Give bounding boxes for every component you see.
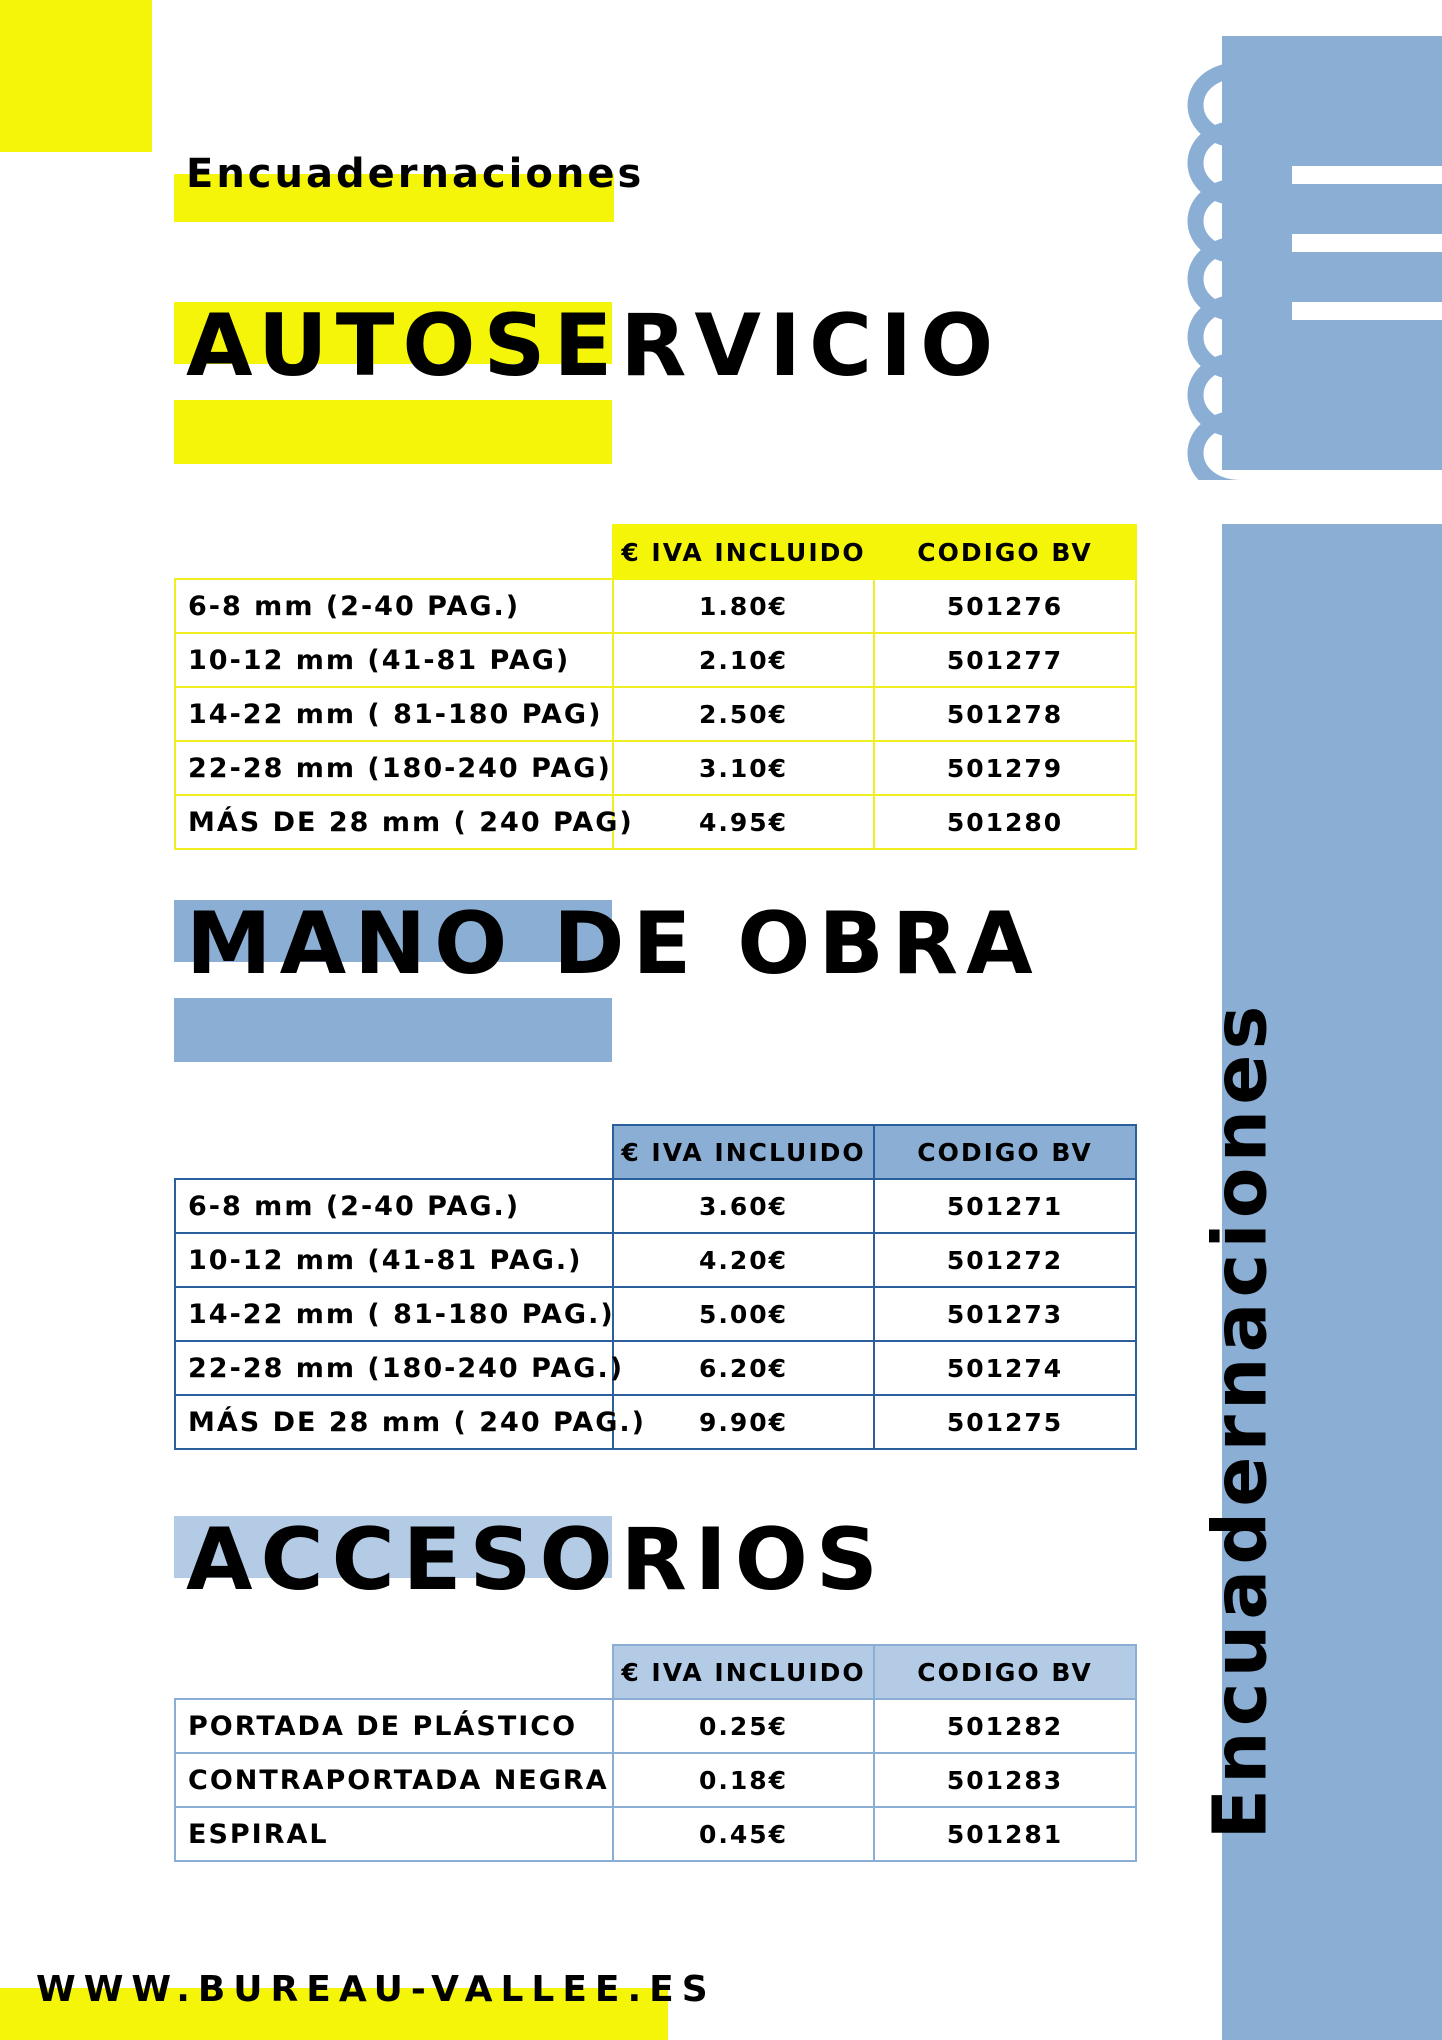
header-price: € IVA INCLUIDO [613,1645,874,1699]
table-row [175,1699,1136,1753]
row-price: 5.00€ [613,1287,874,1341]
section-title-autoservicio: AUTOSERVICIO [186,296,1002,396]
header-code: CODIGO BV [874,1645,1136,1699]
table-row [175,1233,1136,1287]
row-price: 3.10€ [613,741,874,795]
table-row [175,579,1136,633]
row-price: 2.50€ [613,687,874,741]
table-header-row [175,1125,1136,1179]
kicker: Encuadernaciones [186,151,645,197]
price-table-accesorios [174,1644,1137,1862]
row-code: 501282 [874,1699,1136,1753]
header-price: € IVA INCLUIDO [613,1125,874,1179]
row-price: 0.18€ [613,1753,874,1807]
header-code: CODIGO BV [874,525,1136,579]
row-code: 501272 [874,1233,1136,1287]
table-row [175,1395,1136,1449]
row-price: 0.25€ [613,1699,874,1753]
row-code: 501274 [874,1341,1136,1395]
row-label: 10-12 mm (41-81 PAG) [175,633,613,687]
row-code: 501277 [874,633,1136,687]
price-table-mano-de-obra [174,1124,1137,1450]
row-label: PORTADA DE PLÁSTICO [175,1699,613,1753]
row-price: 4.20€ [613,1233,874,1287]
row-price: 6.20€ [613,1341,874,1395]
row-code: 501280 [874,795,1136,849]
table-row [175,1287,1136,1341]
title-highlight-bottom [174,998,612,1062]
header-empty [175,1125,613,1179]
header-empty [175,525,613,579]
row-price: 9.90€ [613,1395,874,1449]
row-label: MÁS DE 28 mm ( 240 PAG.) [175,1395,613,1449]
row-label: CONTRAPORTADA NEGRA [175,1753,613,1807]
row-price: 0.45€ [613,1807,874,1861]
row-label: 22-28 mm (180-240 PAG) [175,741,613,795]
section-title-accesorios: ACCESORIOS [186,1510,886,1610]
table-row [175,1179,1136,1233]
section-title-mano-de-obra: MANO DE OBRA [186,894,1041,994]
row-label: 10-12 mm (41-81 PAG.) [175,1233,613,1287]
row-price: 3.60€ [613,1179,874,1233]
row-code: 501283 [874,1753,1136,1807]
table-row [175,741,1136,795]
footer-website-link[interactable]: WWW.BUREAU-VALLEE.ES [36,1969,716,2010]
row-label: 6-8 mm (2-40 PAG.) [175,1179,613,1233]
row-code: 501276 [874,579,1136,633]
row-price: 2.10€ [613,633,874,687]
table-row [175,1807,1136,1861]
row-label: 14-22 mm ( 81-180 PAG) [175,687,613,741]
row-code: 501279 [874,741,1136,795]
row-label: 22-28 mm (180-240 PAG.) [175,1341,613,1395]
side-title [1190,980,1290,1860]
row-code: 501278 [874,687,1136,741]
header-price: € IVA INCLUIDO [613,525,874,579]
price-table-autoservicio [174,524,1137,850]
corner-block [0,0,152,152]
row-price: 4.95€ [613,795,874,849]
header-empty [175,1645,613,1699]
table-row [175,687,1136,741]
row-label: 6-8 mm (2-40 PAG.) [175,579,613,633]
table-row [175,795,1136,849]
row-code: 501275 [874,1395,1136,1449]
title-highlight-bottom [174,400,612,464]
table-header-row [175,1645,1136,1699]
row-label: 14-22 mm ( 81-180 PAG.) [175,1287,613,1341]
row-code: 501281 [874,1807,1136,1861]
spiral-binding-icon [1170,40,1442,480]
side-title-text: Encuadernaciones [1197,1000,1284,1840]
table-row [175,1753,1136,1807]
row-code: 501273 [874,1287,1136,1341]
header-code: CODIGO BV [874,1125,1136,1179]
table-row [175,1341,1136,1395]
table-header-row [175,525,1136,579]
row-label: MÁS DE 28 mm ( 240 PAG) [175,795,613,849]
row-price: 1.80€ [613,579,874,633]
row-code: 501271 [874,1179,1136,1233]
row-label: ESPIRAL [175,1807,613,1861]
table-row [175,633,1136,687]
